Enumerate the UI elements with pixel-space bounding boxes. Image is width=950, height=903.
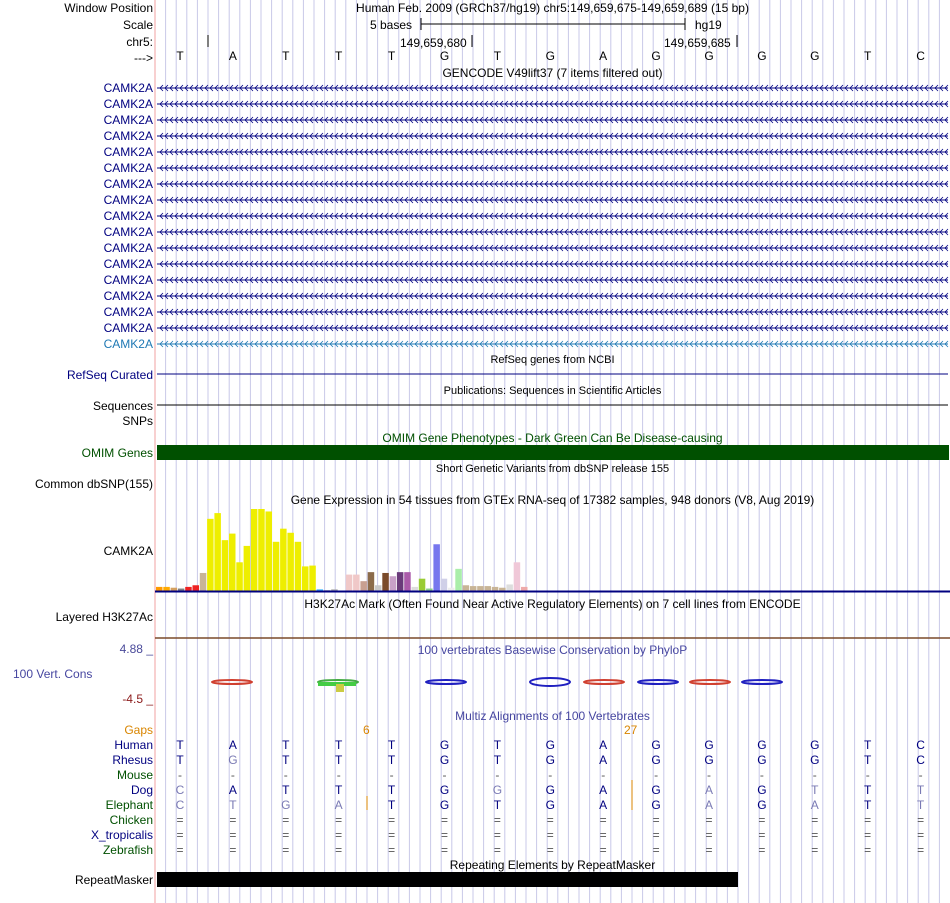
- base-letter: T: [864, 49, 872, 63]
- aligned-base: =: [440, 843, 448, 857]
- conservation-mark: [318, 682, 356, 686]
- aligned-base: G: [651, 783, 661, 797]
- aligned-base: -: [230, 768, 235, 782]
- gtex-bar: [382, 573, 389, 591]
- gencode-item-label[interactable]: CAMK2A: [103, 145, 153, 159]
- gtex-bar: [485, 586, 492, 591]
- aligned-base: T: [229, 798, 237, 812]
- aligned-base: =: [546, 843, 554, 857]
- gtex-bar: [426, 589, 433, 591]
- aligned-base: -: [548, 768, 553, 782]
- aligned-base: C: [175, 798, 185, 812]
- strand-arrows: [160, 325, 948, 331]
- multiz-sequence-row: [0, 813, 950, 827]
- chrom-label: chr5:: [126, 35, 153, 49]
- h3k27ac-label[interactable]: Layered H3K27Ac: [55, 610, 153, 624]
- aligned-base: =: [864, 813, 872, 827]
- aligned-base: =: [388, 843, 396, 857]
- ruler-tick-2: 149,659,685: [664, 36, 731, 50]
- aligned-base: T: [387, 738, 396, 752]
- aligned-base: T: [282, 738, 290, 752]
- gtex-bar: [441, 579, 448, 591]
- aligned-base: T: [493, 738, 502, 752]
- base-letter: G: [810, 49, 820, 63]
- multiz-title[interactable]: Multiz Alignments of 100 Vertebrates: [455, 709, 650, 723]
- gtex-bar: [360, 581, 367, 591]
- gtex-bar: [317, 589, 324, 591]
- aligned-base: T: [493, 753, 502, 767]
- repeatmasker-bar: [157, 872, 738, 887]
- aligned-base: T: [335, 753, 343, 767]
- strand-arrows: [160, 165, 948, 171]
- gencode-item-label[interactable]: CAMK2A: [103, 177, 153, 191]
- aligned-base: T: [387, 783, 396, 797]
- base-letter: G: [651, 49, 661, 63]
- multiz-species-label[interactable]: Rhesus: [112, 753, 153, 767]
- conservation-mark: [336, 684, 344, 692]
- gtex-bar: [178, 589, 185, 591]
- multiz-sequence-row: [0, 738, 950, 752]
- aligned-base: G: [545, 798, 555, 812]
- aligned-base: -: [707, 768, 711, 782]
- aligned-base: =: [493, 813, 501, 827]
- aligned-base: C: [916, 738, 925, 752]
- dbsnp-label[interactable]: Common dbSNP(155): [34, 477, 153, 491]
- gtex-bar: [492, 587, 499, 591]
- gtex-title[interactable]: Gene Expression in 54 tissues from GTEx RNA-seq of 17382 samples, 948 donors (V8, Aug 2019): [290, 493, 815, 507]
- conservation-mark: [690, 680, 730, 684]
- multiz-species-label[interactable]: Mouse: [116, 768, 153, 782]
- aligned-base: =: [917, 843, 925, 857]
- aligned-base: G: [439, 738, 450, 752]
- aligned-base: =: [758, 843, 766, 857]
- gtex-bar: [521, 587, 528, 591]
- aligned-base: T: [176, 753, 184, 767]
- gencode-item-label[interactable]: CAMK2A: [103, 257, 153, 271]
- strand-arrows: [160, 229, 948, 235]
- aligned-base: =: [599, 828, 607, 842]
- gencode-item-label[interactable]: CAMK2A: [103, 97, 153, 111]
- ruler-tick-1: 149,659,680: [400, 36, 467, 50]
- aligned-base: T: [335, 783, 343, 797]
- strand-arrows: [160, 197, 948, 203]
- gtex-bar: [419, 579, 426, 591]
- gtex-bar: [397, 572, 404, 591]
- gtex-bar: [433, 544, 440, 591]
- base-sequence: [0, 49, 950, 63]
- aligned-base: =: [546, 813, 554, 827]
- aligned-base: =: [705, 813, 713, 827]
- aligned-base: =: [811, 843, 819, 857]
- gtex-bar: [390, 576, 397, 591]
- strand-arrows: [160, 133, 948, 139]
- aligned-base: G: [651, 798, 661, 812]
- pubs-title[interactable]: Publications: Sequences in Scientific Articles: [443, 385, 662, 397]
- gtex-bar: [200, 573, 207, 591]
- gencode-item-label[interactable]: CAMK2A: [103, 113, 153, 127]
- aligned-base: G: [757, 753, 767, 767]
- cons-label[interactable]: 100 Vert. Cons: [13, 667, 93, 681]
- gtex-bar: [156, 587, 163, 591]
- gencode-item-label[interactable]: CAMK2A: [103, 161, 153, 175]
- strand-arrows: [160, 341, 948, 347]
- gtex-bar: [309, 566, 316, 591]
- aligned-base: T: [864, 753, 872, 767]
- aligned-base: =: [493, 843, 501, 857]
- conservation-mark: [638, 680, 678, 684]
- window-position-text: Human Feb. 2009 (GRCh37/hg19) chr5:149,659,675-149,659,689 (15 bp): [356, 1, 749, 15]
- strand-arrows: [160, 101, 948, 107]
- aligned-base: G: [545, 738, 555, 752]
- window-position-label: Window Position: [64, 1, 153, 15]
- aligned-base: A: [228, 783, 237, 797]
- aligned-base: -: [918, 768, 923, 782]
- conservation-mark: [318, 680, 358, 684]
- gtex-bar: [302, 566, 309, 591]
- aligned-base: =: [599, 813, 607, 827]
- assembly-label: hg19: [695, 18, 722, 32]
- pubs-sequences-label[interactable]: Sequences: [92, 399, 153, 413]
- gtex-bar: [368, 572, 375, 591]
- aligned-base: =: [229, 828, 237, 842]
- strand-arrows: [160, 277, 948, 283]
- gtex-bar: [412, 587, 419, 591]
- strand-arrows: [160, 85, 948, 91]
- aligned-base: =: [388, 813, 396, 827]
- base-letter: G: [704, 49, 714, 63]
- aligned-base: =: [599, 843, 607, 857]
- aligned-base: G: [492, 783, 503, 797]
- strand-arrows: [160, 213, 948, 219]
- aligned-base: -: [495, 768, 500, 782]
- aligned-base: =: [917, 813, 925, 827]
- gtex-bar: [448, 588, 455, 591]
- aligned-base: A: [704, 798, 713, 812]
- gtex-bar: [266, 511, 273, 591]
- aligned-base: =: [335, 813, 343, 827]
- aligned-base: =: [440, 828, 448, 842]
- aligned-base: =: [282, 828, 290, 842]
- base-letter: G: [757, 49, 767, 63]
- aligned-base: G: [545, 753, 555, 767]
- aligned-base: -: [865, 768, 870, 782]
- multiz-sequence-row: [0, 753, 950, 767]
- gtex-bar: [331, 589, 338, 591]
- strand-arrows: [160, 149, 948, 155]
- strand-arrows: [160, 293, 948, 299]
- gtex-bar: [339, 589, 346, 591]
- aligned-base: A: [599, 753, 608, 767]
- strand-arrows: [160, 181, 948, 187]
- aligned-base: =: [546, 828, 554, 842]
- aligned-base: =: [864, 843, 872, 857]
- gencode-item-label[interactable]: CAMK2A: [103, 209, 153, 223]
- base-letter: A: [228, 49, 237, 63]
- gtex-bar: [244, 546, 251, 591]
- aligned-base: G: [651, 738, 661, 752]
- gencode-item-label[interactable]: CAMK2A: [103, 289, 153, 303]
- gtex-bar: [214, 513, 221, 591]
- aligned-base: G: [545, 783, 555, 797]
- strand-arrows: [160, 261, 948, 267]
- gencode-item-label[interactable]: CAMK2A: [103, 193, 153, 207]
- multiz-sequence-row: [0, 783, 950, 797]
- base-letter: A: [599, 49, 608, 63]
- aligned-base: =: [335, 828, 343, 842]
- aligned-base: C: [175, 783, 185, 797]
- aligned-base: T: [387, 798, 396, 812]
- strand-arrows: [160, 309, 948, 315]
- aligned-base: =: [758, 813, 766, 827]
- gtex-bar: [499, 588, 506, 591]
- aligned-base: G: [757, 798, 767, 812]
- aligned-base: T: [864, 798, 872, 812]
- gtex-bar: [506, 584, 513, 591]
- base-letter: T: [387, 49, 396, 63]
- strand-arrows: [160, 245, 948, 251]
- aligned-base: A: [334, 798, 343, 812]
- aligned-base: =: [652, 843, 660, 857]
- aligned-base: =: [758, 828, 766, 842]
- multiz-species-label[interactable]: Chicken: [109, 813, 153, 827]
- aligned-base: -: [442, 768, 447, 782]
- multiz-species-label[interactable]: Human: [114, 738, 153, 752]
- strand-label: --->: [134, 51, 153, 65]
- aligned-base: =: [335, 843, 343, 857]
- gtex-bar: [185, 587, 192, 591]
- gtex-bar: [404, 572, 411, 591]
- gtex-bar: [273, 542, 280, 591]
- aligned-base: -: [336, 768, 341, 782]
- aligned-base: =: [176, 813, 184, 827]
- aligned-base: A: [228, 738, 237, 752]
- gtex-bar: [258, 509, 265, 591]
- gencode-title[interactable]: GENCODE V49lift37 (7 items filtered out): [442, 66, 663, 80]
- gaps-label: Gaps: [124, 723, 153, 737]
- gtex-bar: [171, 588, 178, 591]
- aligned-base: =: [811, 828, 819, 842]
- aligned-base: G: [439, 798, 450, 812]
- aligned-base: =: [176, 843, 184, 857]
- multiz-sequence-row: [0, 768, 950, 782]
- gtex-bar: [463, 585, 470, 591]
- gtex-bar: [324, 590, 331, 591]
- gtex-bar: [375, 585, 382, 591]
- aligned-base: =: [440, 813, 448, 827]
- h3k27ac-title[interactable]: H3K27Ac Mark (Often Found Near Active Regulatory Elements) on 7 cell lines from ENCODE: [304, 597, 801, 611]
- aligned-base: A: [599, 798, 608, 812]
- aligned-base: T: [176, 738, 184, 752]
- base-letter: T: [335, 49, 343, 63]
- gencode-item-label[interactable]: CAMK2A: [103, 81, 153, 95]
- gap-count-1: 6: [363, 723, 370, 737]
- gencode-item-label[interactable]: CAMK2A: [103, 241, 153, 255]
- gtex-bar: [163, 587, 170, 591]
- multiz-sequence-row: [0, 828, 950, 842]
- aligned-base: T: [335, 738, 343, 752]
- omim-label[interactable]: OMIM Genes: [81, 446, 153, 460]
- cons-min-label: -4.5 _: [122, 692, 153, 706]
- gencode-item-label[interactable]: CAMK2A: [103, 337, 153, 351]
- aligned-base: G: [281, 798, 291, 812]
- aligned-base: G: [651, 753, 661, 767]
- gtex-bar: [193, 585, 200, 591]
- dbsnp-title[interactable]: Short Genetic Variants from dbSNP release 155: [435, 463, 670, 475]
- aligned-base: G: [439, 753, 450, 767]
- aligned-base: =: [705, 843, 713, 857]
- strand-arrows: [160, 117, 948, 123]
- multiz-sequence-row: [0, 798, 950, 812]
- gtex-gene-label[interactable]: CAMK2A: [103, 544, 153, 558]
- multiz-sequence-row: [0, 843, 950, 857]
- aligned-base: G: [439, 783, 450, 797]
- aligned-base: -: [654, 768, 659, 782]
- aligned-base: =: [864, 828, 872, 842]
- gtex-bar: [295, 542, 302, 591]
- aligned-base: -: [601, 768, 606, 782]
- gtex-bar: [222, 540, 229, 591]
- aligned-base: A: [599, 738, 608, 752]
- cons-title[interactable]: 100 vertebrates Basewise Conservation by PhyloP: [417, 643, 688, 657]
- gencode-item-label[interactable]: CAMK2A: [103, 273, 153, 287]
- aligned-base: G: [810, 753, 820, 767]
- cons-max-label: 4.88 _: [119, 642, 153, 656]
- aligned-base: -: [812, 768, 817, 782]
- aligned-base: T: [811, 783, 819, 797]
- gtex-bar: [236, 562, 243, 591]
- gtex-bar: [280, 529, 287, 591]
- aligned-base: =: [282, 843, 290, 857]
- gtex-bar: [287, 533, 294, 591]
- refseq-label[interactable]: RefSeq Curated: [66, 368, 153, 382]
- aligned-base: T: [864, 738, 872, 752]
- base-letter: T: [282, 49, 290, 63]
- gencode-item-label[interactable]: CAMK2A: [103, 321, 153, 335]
- gtex-bar: [477, 586, 484, 591]
- gencode-item-label[interactable]: CAMK2A: [103, 305, 153, 319]
- gencode-item-label[interactable]: CAMK2A: [103, 129, 153, 143]
- aligned-base: A: [704, 783, 713, 797]
- multiz-species-label[interactable]: Dog: [130, 783, 153, 797]
- aligned-base: G: [228, 753, 238, 767]
- aligned-base: -: [283, 768, 288, 782]
- aligned-base: T: [916, 798, 925, 812]
- aligned-base: =: [705, 828, 713, 842]
- aligned-base: T: [493, 798, 502, 812]
- gtex-bar: [346, 575, 353, 591]
- aligned-base: -: [759, 768, 764, 782]
- omim-bar: [157, 445, 949, 460]
- aligned-base: =: [917, 828, 925, 842]
- gtex-bar: [229, 534, 236, 591]
- aligned-base: =: [176, 828, 184, 842]
- conservation-mark: [426, 680, 466, 684]
- aligned-base: T: [387, 753, 396, 767]
- scale-text: 5 bases: [370, 18, 413, 32]
- gtex-bar: [207, 519, 214, 591]
- aligned-base: =: [811, 813, 819, 827]
- gtex-bar: [455, 569, 462, 591]
- base-letter: G: [545, 49, 555, 63]
- base-letter: T: [493, 49, 502, 63]
- gtex-bar: [514, 562, 521, 591]
- aligned-base: G: [704, 738, 714, 752]
- aligned-base: G: [810, 738, 820, 752]
- conservation-mark: [530, 678, 570, 686]
- gencode-item-label[interactable]: CAMK2A: [103, 225, 153, 239]
- gap-count-2: 27: [624, 723, 638, 737]
- aligned-base: -: [178, 768, 182, 782]
- base-letter: T: [176, 49, 184, 63]
- repeat-label[interactable]: RepeatMasker: [74, 873, 153, 887]
- aligned-base: =: [388, 828, 396, 842]
- gtex-bar: [353, 575, 360, 591]
- aligned-base: T: [864, 783, 872, 797]
- aligned-base: T: [282, 753, 290, 767]
- aligned-base: G: [704, 753, 714, 767]
- conservation-mark: [584, 680, 624, 684]
- refseq-title[interactable]: RefSeq genes from NCBI: [490, 354, 615, 366]
- aligned-base: =: [652, 813, 660, 827]
- omim-title[interactable]: OMIM Gene Phenotypes - Dark Green Can Be Disease-causing: [382, 431, 723, 445]
- aligned-base: =: [229, 843, 237, 857]
- aligned-base: =: [282, 813, 290, 827]
- aligned-base: G: [757, 738, 767, 752]
- aligned-base: T: [282, 783, 290, 797]
- aligned-base: C: [916, 753, 925, 767]
- gtex-bar: [470, 586, 477, 591]
- aligned-base: A: [810, 798, 819, 812]
- aligned-base: =: [493, 828, 501, 842]
- multiz-species-label[interactable]: Zebrafish: [102, 843, 153, 857]
- base-letter: C: [916, 49, 925, 63]
- pubs-snps-label[interactable]: SNPs: [122, 414, 153, 428]
- aligned-base: G: [757, 783, 767, 797]
- scale-label: Scale: [122, 18, 153, 32]
- aligned-base: =: [652, 828, 660, 842]
- conservation-mark: [212, 680, 252, 684]
- base-letter: G: [439, 49, 450, 63]
- aligned-base: =: [229, 813, 237, 827]
- conservation-mark: [742, 680, 782, 684]
- aligned-base: A: [599, 783, 608, 797]
- aligned-base: T: [916, 783, 925, 797]
- multiz-species-label[interactable]: X_tropicalis: [90, 828, 153, 842]
- repeat-title[interactable]: Repeating Elements by RepeatMasker: [449, 858, 656, 872]
- gtex-bar: [251, 509, 258, 591]
- aligned-base: -: [389, 768, 394, 782]
- multiz-species-label[interactable]: Elephant: [105, 798, 153, 812]
